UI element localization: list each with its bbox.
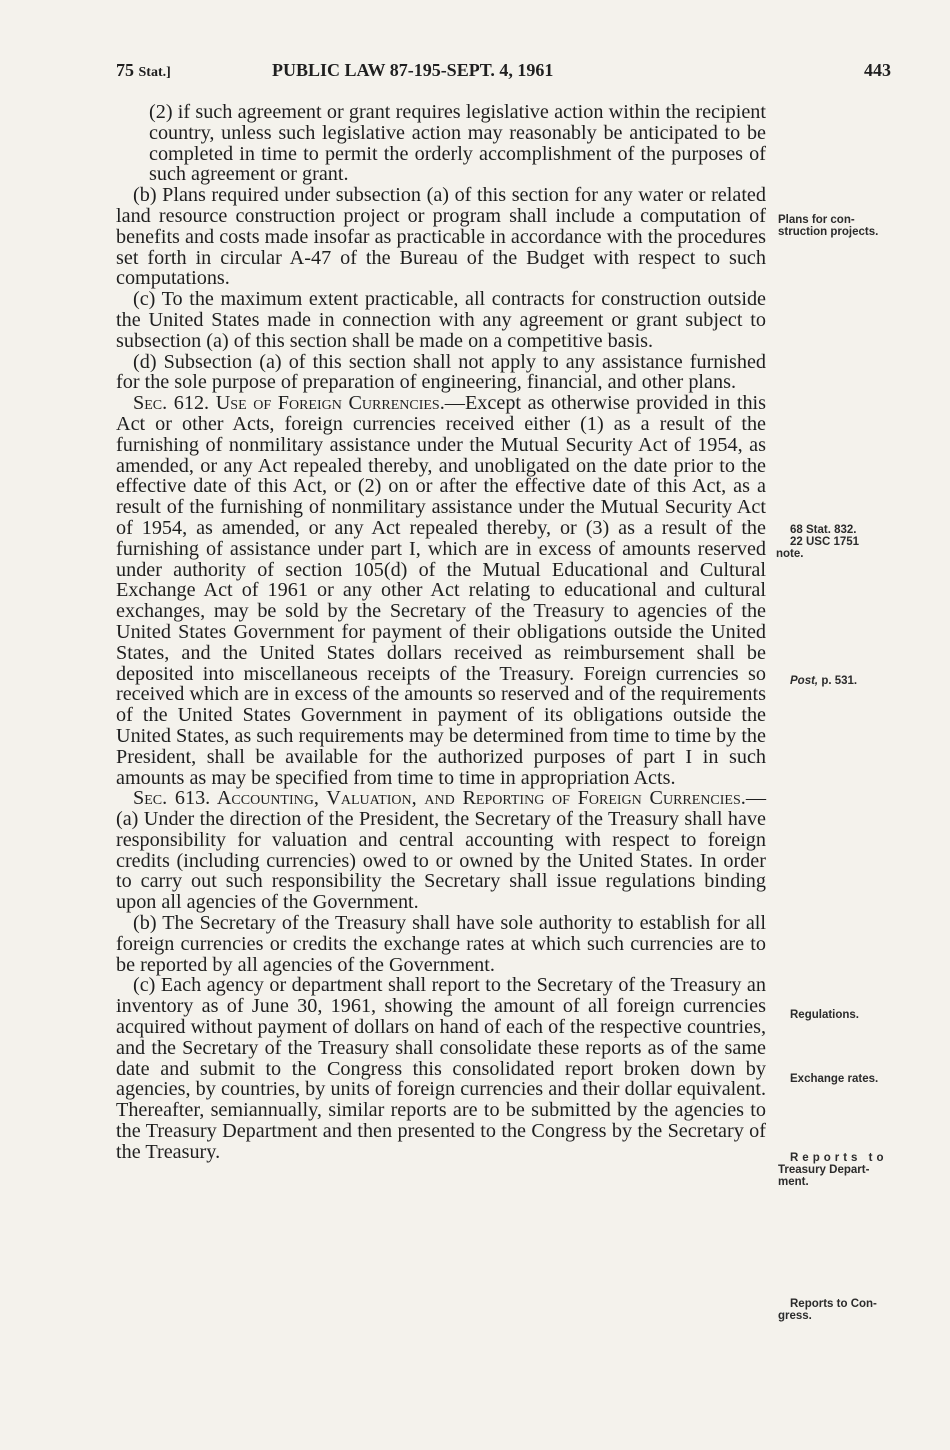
- page-header: [116, 60, 891, 86]
- margin-note-line: p. 531.: [821, 675, 858, 687]
- volume-citation: [116, 60, 171, 81]
- margin-note-line: Exchange rates.: [790, 1073, 879, 1085]
- section-612-text: —Except as otherwise provided in this Act or other Acts, foreign currencies received either (1) as a result of the furnishing of nonmilitary assistance under the Mutual Security Act of 1954, as amended, or any Act repealed thereby, and unobligated on the date prior to the effective date of this Act, or (2) on or after the effective date of this Act, as a result of the furnishing of nonmilitary assistance under the Mutual Security Act of 1954, as amended, or any Act repealed thereby, or (3) as a result of the furnishing of assistance under part I, which are in excess of amounts reserved under authority of section 105(d) of the Mutual Educational and Cultural Exchange Act of 1961 or any other Act relating to educational and cultural exchanges, may be sold by the Secretary of the Treasury to agencies of the United States Government for payment of their obligations outside the United States, and the United States dollars received as reimbursement shall be deposited into miscellaneous receipts of the Treasury. Foreign currencies so received which are in excess of the amounts so reserved and of the requirements of the United States Government in payment of its obligations outside the United States, as such requirements may be determined from time to time by the President, shall be available for the authorized purposes of part I in such amounts as may be specified from time to time in appropriation Acts.: [116, 392, 767, 789]
- section-613-heading: Sec. 613. Accounting, Valuation, and Reporting of Foreign Currencies.: [133, 787, 746, 810]
- volume-label: Stat.]: [138, 65, 171, 80]
- margin-note-line: gress.: [778, 1310, 812, 1322]
- header-title: PUBLIC LAW 87-195-SEPT. 4, 1961: [272, 60, 554, 80]
- body-text: [116, 102, 766, 1163]
- margin-note-post: [790, 675, 857, 687]
- paragraph-613-c: (c) Each agency or department shall report to the Secretary of the Treasury an inventory as of June 30, 1961, showing the amount of all foreign currencies acquired without payment of dollars on hand of each of the respective countries, and the Secretary of the Treasury shall consolidate these reports as of the same date and submit to the Congress this consolidated report broken down by agencies, by countries, by units of foreign currencies and their dollar equivalent. Thereafter, semiannually, similar reports are to be submitted by the agencies to the Treasury Department and then presented to the Congress by the Secretary of the Treasury.: [116, 974, 766, 1163]
- section-613: [116, 788, 766, 913]
- margin-note-line: Regulations.: [790, 1009, 860, 1021]
- margin-note-exchange-rates: [790, 1073, 878, 1085]
- margin-note-line: note.: [776, 548, 804, 560]
- margin-note-line: 22 USC 1751: [790, 536, 860, 548]
- margin-note-line: 68 Stat. 832.: [790, 524, 857, 536]
- margin-note-line: Reports to Con-: [790, 1298, 877, 1310]
- page-number: 443: [864, 60, 891, 80]
- paragraph-613-b: (b) The Secretary of the Treasury shall have sole authority to establish for all foreign currencies or credits the exchange rates at which such currencies are to be reported by all agencies of the Government.: [116, 912, 766, 976]
- section-612: [116, 393, 766, 788]
- margin-note-plans: [778, 214, 878, 238]
- margin-note-line: ment.: [778, 1176, 809, 1188]
- margin-note-reports-treasury: [778, 1152, 888, 1188]
- section-612-heading: Sec. 612. Use of Foreign Currencies.: [133, 392, 445, 415]
- margin-note-line: Reports to: [790, 1152, 888, 1164]
- margin-note-reports-congress: [778, 1298, 877, 1322]
- margin-note-italic: Post,: [790, 675, 819, 687]
- paragraph-subsection-c: (c) To the maximum extent practicable, all contracts for construction outside the United States made in connection with any agreement or grant subject to subsection (a) of this section shall be made on a competitive basis.: [116, 288, 766, 352]
- margin-note-line: Treasury Depart-: [778, 1164, 870, 1176]
- paragraph-2-clause: (2) if such agreement or grant requires legislative action within the recipient country, unless such legislative action may reasonably be anticipated to be completed in time to permit the orderly accomplishment of the purposes of such agreement or grant.: [149, 101, 766, 186]
- margin-note-line: Plans for con-: [778, 214, 855, 226]
- paragraph-subsection-b: (b) Plans required under subsection (a) of this section for any water or related land resource construction project or program shall include a computation of benefits and costs made insofar as practicable in accordance with the procedures set forth in circular A-47 of the Bureau of the Budget with respect to such computations.: [116, 184, 766, 290]
- margin-note-stat: [776, 524, 860, 560]
- section-613-text: —(a) Under the direction of the President, the Secretary of the Treasury shall have responsibility for valuation and central accounting with respect to foreign credits (including currencies) owed to or owned by the United States. In order to carry out such responsibility the Secretary shall issue regulations binding upon all agencies of the Government.: [116, 787, 766, 914]
- volume-number: 75: [116, 60, 134, 80]
- paragraph-subsection-d: (d) Subsection (a) of this section shall not apply to any assistance furnished for the sole purpose of preparation of engineering, financial, and other plans.: [116, 350, 766, 394]
- margin-note-line: struction projects.: [778, 226, 879, 238]
- margin-note-regulations: [790, 1009, 859, 1021]
